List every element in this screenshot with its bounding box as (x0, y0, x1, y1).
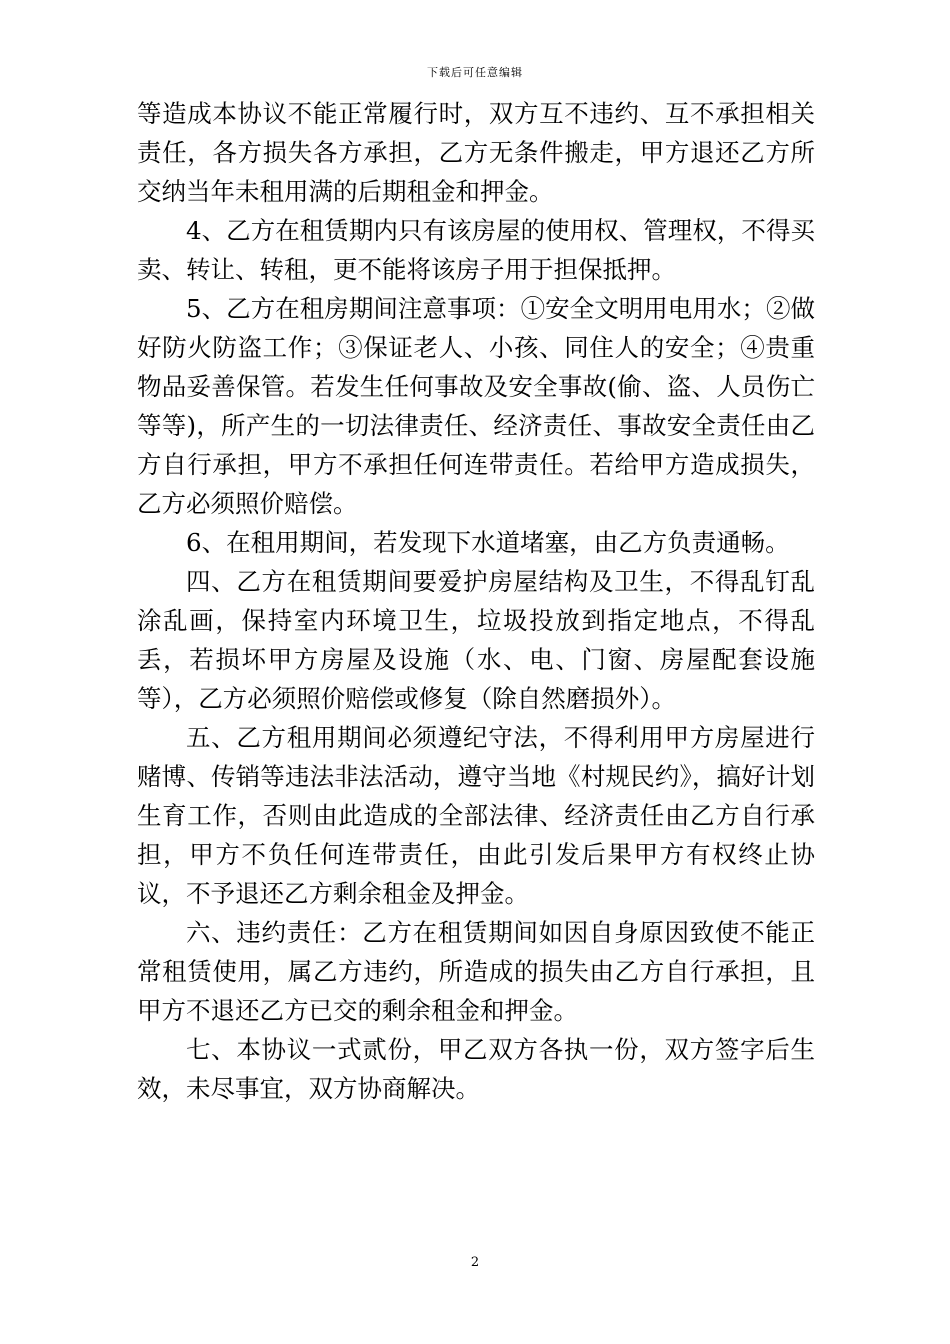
paragraph-section-7: 七、本协议一式贰份，甲乙双方各执一份，双方签字后生效，未尽事宜，双方协商解决。 (137, 1035, 815, 1103)
document-body (137, 94, 815, 1108)
paragraph-section-6: 六、违约责任：乙方在租赁期间如因自身原因致使不能正常租赁使用，属乙方违约，所造成的损失由乙方自行承担，且甲方不退还乙方已交的剩余租金和押金。 (137, 918, 815, 1025)
paragraph-section-5: 五、乙方租用期间必须遵纪守法，不得利用甲方房屋进行赌博、传销等违法非法活动，遵守当地《村规民约》，搞好计划生育工作，否则由此造成的全部法律、经济责任由乙方自行承担，甲方不负任何连带责任，由此引发后果甲方有权终止协议，不予退还乙方剩余租金及押金。 (137, 723, 815, 908)
paragraph-continuation: 等造成本协议不能正常履行时，双方互不违约、互不承担相关责任，各方损失各方承担，乙方无条件搬走，甲方退还乙方所交纳当年未租用满的后期租金和押金。 (137, 99, 815, 206)
page-header-note: 下载后可任意编辑 (427, 66, 523, 79)
page-number: 2 (470, 1255, 480, 1270)
paragraph-clause-4: 4、乙方在租赁期内只有该房屋的使用权、管理权，不得买卖、转让、转租，更不能将该房子用于担保抵押。 (137, 216, 815, 284)
paragraph-clause-5: 5、乙方在租房期间注意事项：①安全文明用电用水；②做好防火防盗工作；③保证老人、小孩、同住人的安全；④贵重物品妥善保管。若发生任何事故及安全事故(偷、盗、人员伤亡等等)，所产生的一切法律责任、经济责任、事故安全责任由乙方自行承担，甲方不承担任何连带责任。若给甲方造成损失，乙方必须照价赔偿。 (137, 294, 815, 518)
paragraph-section-4: 四、乙方在租赁期间要爱护房屋结构及卫生，不得乱钉乱涂乱画，保持室内环境卫生，垃圾投放到指定地点，不得乱丢，若损坏甲方房屋及设施（水、电、门窗、房屋配套设施等），乙方必须照价赔偿或修复（除自然磨损外）。 (137, 567, 815, 713)
paragraph-clause-6: 6、在租用期间，若发现下水道堵塞，由乙方负责通畅。 (186, 528, 790, 557)
